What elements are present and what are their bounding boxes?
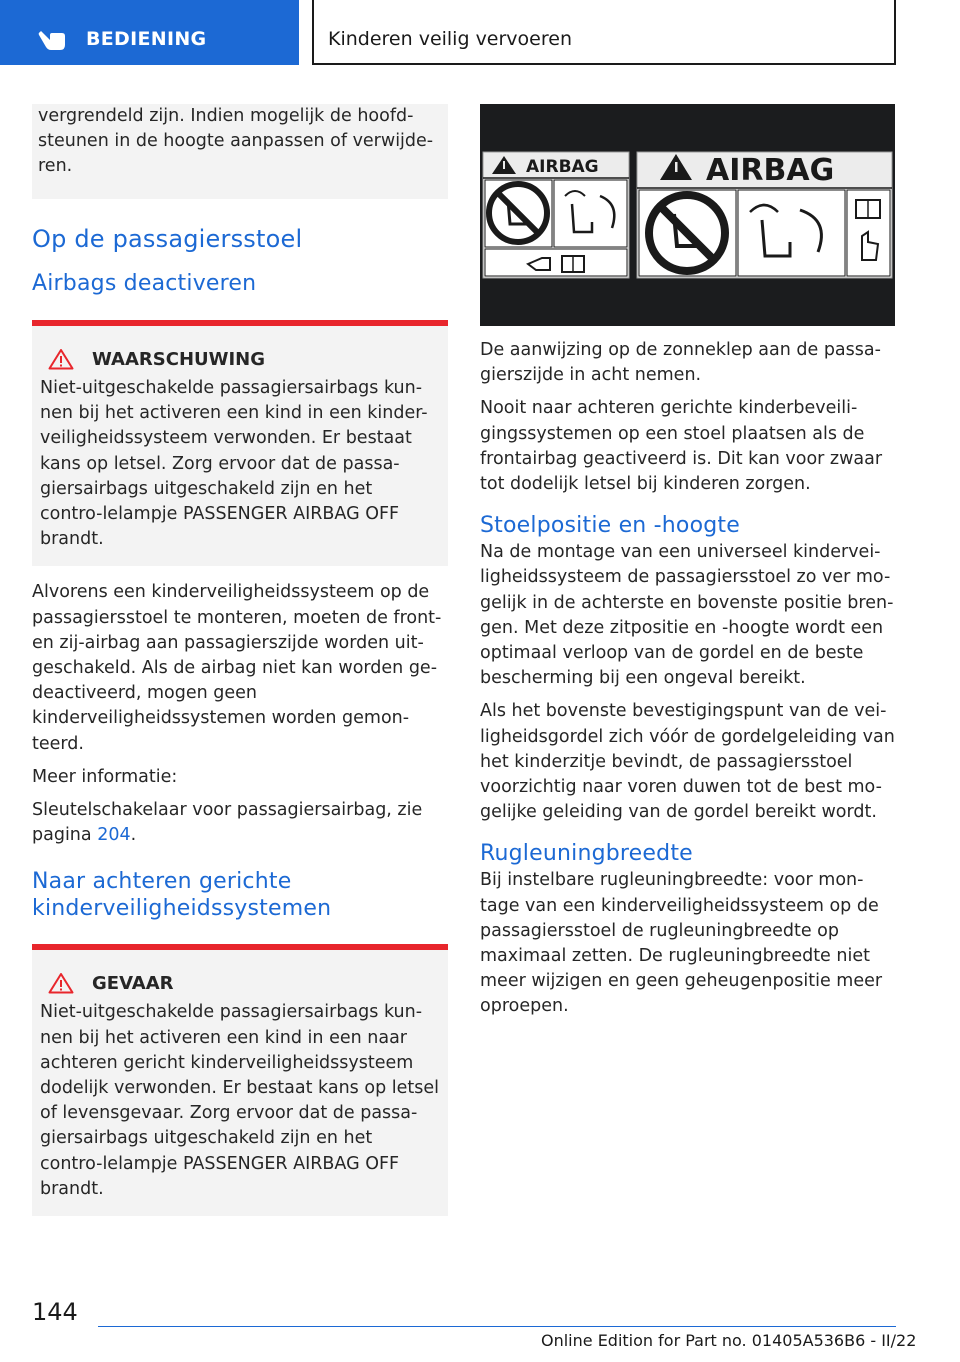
airbag-small-text: AIRBAG: [526, 157, 599, 177]
danger-box: [32, 944, 448, 1216]
airbag-large-text: AIRBAG: [706, 153, 835, 188]
warning-text: Niet-uitgeschakelde passagiersairbags kun-nen bij het activeren een kind in een kinder-veiligheidssysteem verwonden. Er bestaat kans op letsel. Zorg ervoor dat de passa-giersairbags uitgeschakeld zijn en het contro-lelampje PASSENGER AIRBAG OFF brandt.: [40, 378, 428, 550]
reference-text: Sleutelschakelaar voor passagiersairbag, zie pagina: [32, 800, 423, 846]
continued-text: vergrendeld zijn. Indien mogelijk de hoofd-steunen in de hoogte aanpassen of verwijde-ren.: [38, 106, 434, 177]
continued-note-box: [32, 104, 448, 199]
section-tab[interactable]: [0, 0, 299, 65]
right-column: [480, 104, 896, 1028]
paragraph-reference: [32, 798, 448, 848]
danger-text: Niet-uitgeschakelde passagiersairbags kun-nen bij het activeren een kind in een naar achteren gericht kinderveiligheidssysteem dodelijk verwonden. Er bestaat kans op letsel of levensgevaar. Zorg ervoor dat de passa-giersairbags uitgeschakeld zijn en het contro-lelampje PASSENGER AIRBAG OFF brandt.: [40, 1002, 439, 1199]
subsection-heading-rearfacing: Naar achteren gerichte kinderveiligheidssystemen: [32, 869, 332, 922]
paragraph: Meer informatie:: [32, 766, 178, 787]
reference-suffix: .: [130, 825, 137, 846]
warning-box: [32, 320, 448, 566]
paragraph: Na de montage van een universeel kindervei-ligheidssysteem de passagiersstoel zo ver mo-gelijk in de achterste en bovenste positie bren-gen. Met deze zitpositie en -hoogte wordt een optimaal verloop van de gordel en de beste bescherming bij een ongeval bereikt.: [480, 542, 894, 689]
paragraph: Als het bovenste bevestigingspunt van de vei-ligheidsgordel zich vóór de gordelgeleiding van het kinderzitje bevindt, de passagiersstoel voorzichtig naar voren duwen tot de best mo-gelijke geleiding van de gordel bereikt wordt.: [480, 701, 895, 823]
chapter-header: [312, 0, 896, 65]
footer-edition: Online Edition for Part no. 01405A536B6 - II/22: [541, 1331, 917, 1350]
chapter-title: Kinderen veilig vervoeren: [328, 28, 572, 50]
footer-divider: [98, 1326, 896, 1327]
subsection-heading-seat-position: Stoelpositie en -hoogte: [480, 513, 740, 539]
subsection-heading-airbags: Airbags deactiveren: [32, 271, 257, 296]
hand-pointer-icon: [38, 25, 68, 53]
paragraph: De aanwijzing op de zonneklep aan de passa-gierszijde in acht nemen.: [480, 340, 881, 386]
danger-triangle-icon: [48, 972, 74, 994]
warning-triangle-icon: [48, 348, 74, 370]
airbag-label-photo: [480, 104, 895, 326]
paragraph: Alvorens een kinderveiligheidssysteem op de passagiersstoel te monteren, moeten de front- en zij-airbag aan passagierszijde worden uit-geschakeld. Als de airbag niet kan worden ge-deactiveerd, mogen geen kinderveiligheidssystemen worden gemon-teerd.: [32, 582, 442, 754]
subsection-heading-backrest-width: Rugleuningbreedte: [480, 841, 693, 867]
left-column: [32, 104, 448, 1216]
paragraph: Bij instelbare rugleuningbreedte: voor mon-tage van een kinderveiligheidssysteem op de passagiersstoel de rugleuningbreedte op maximaal zetten. De rugleuningbreedte niet meer wijzigen en geen geheugenpositie meer oproepen.: [480, 870, 883, 1017]
page-number: 144: [32, 1298, 78, 1326]
danger-label: GEVAAR: [92, 972, 174, 994]
paragraph: Nooit naar achteren gerichte kinderbeveili-gingssystemen op een stoel plaatsen als de frontairbag geactiveerd is. Dit kan voor zwaar tot dodelijk letsel bij kinderen zorgen.: [480, 398, 883, 495]
page-link[interactable]: 204: [97, 825, 131, 846]
warning-label: WAARSCHUWING: [92, 348, 266, 370]
airbag-warning-labels-image: [480, 104, 895, 326]
section-label: BEDIENING: [86, 28, 207, 50]
section-heading: Op de passagiersstoel: [32, 225, 303, 253]
